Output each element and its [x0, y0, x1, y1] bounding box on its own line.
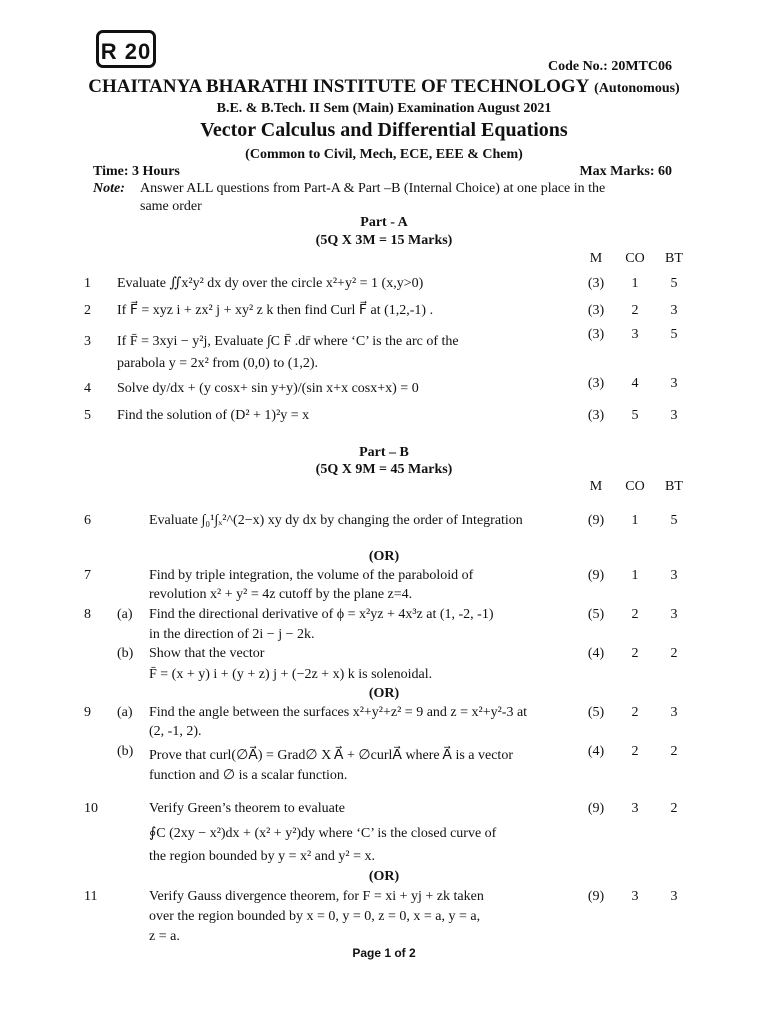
marks: (4)	[587, 646, 605, 661]
question-text-continued: in the direction of 2i − j − 2k.	[149, 627, 315, 642]
blooms-level: 3	[670, 889, 678, 904]
question-text: Show that the vector	[149, 646, 265, 661]
question-text: If F̄ = 3xyi − y²j, Evaluate ∫C F̄ .dr̄ where ‘C’ is the arc of the	[117, 334, 459, 349]
blooms-level: 3	[670, 303, 678, 318]
marks: (3)	[587, 276, 605, 291]
blooms-level: 3	[670, 408, 678, 423]
question-number: 8	[84, 607, 91, 622]
blooms-level: 5	[670, 327, 678, 342]
course-outcome: 2	[631, 607, 639, 622]
sub-question-label: (b)	[117, 646, 134, 661]
question-text: Find the solution of (D² + 1)²y = x	[117, 408, 310, 423]
time-label: Time: 3 Hours	[93, 164, 180, 179]
course-outcome: 2	[631, 705, 639, 720]
common-branches: (Common to Civil, Mech, ECE, EEE & Chem)	[245, 147, 523, 162]
marks: (3)	[587, 303, 605, 318]
page-number: Page 1 of 2	[352, 946, 416, 960]
note-text-continued: same order	[140, 199, 202, 214]
column-m: M	[589, 251, 603, 266]
course-outcome: 3	[631, 327, 639, 342]
question-text: Find the angle between the surfaces x²+y²+z² = 9 and z = x²+y²-3 at	[149, 705, 528, 720]
question-number: 11	[84, 889, 98, 904]
course-outcome: 1	[631, 513, 639, 528]
sub-question-label: (b)	[117, 744, 134, 759]
column-bt: BT	[665, 479, 683, 494]
part-a-marks: (5Q X 3M = 15 Marks)	[315, 233, 453, 248]
blooms-level: 2	[670, 744, 678, 759]
question-text-continued: revolution x² + y² = 4z cutoff by the plane z=4.	[149, 587, 413, 602]
marks: (3)	[587, 376, 605, 391]
question-number: 1	[84, 276, 91, 291]
marks: (9)	[587, 801, 605, 816]
marks: (9)	[587, 889, 605, 904]
blooms-level: 5	[670, 276, 678, 291]
question-text-continued: F̄ = (x + y) i + (y + z) j + (−2z + x) k is solenoidal.	[149, 667, 433, 682]
blooms-level: 3	[670, 705, 678, 720]
blooms-level: 2	[670, 801, 678, 816]
blooms-level: 2	[670, 646, 678, 661]
note-text: Answer ALL questions from Part-A & Part –B (Internal Choice) at one place in the	[140, 181, 606, 196]
note-label: Note:	[93, 181, 125, 196]
marks: (4)	[587, 744, 605, 759]
question-text: Evaluate ∫₀¹∫ₓ²^(2−x) xy dy dx by changing the order of Integration	[149, 513, 523, 528]
question-number: 6	[84, 513, 91, 528]
course-outcome: 1	[631, 568, 639, 583]
column-bt: BT	[665, 251, 683, 266]
course-outcome: 3	[631, 889, 639, 904]
code-number: Code No.: 20MTC06	[547, 59, 672, 74]
question-text: Find by triple integration, the volume of the paraboloid of	[149, 568, 474, 583]
question-number: 4	[84, 381, 91, 396]
column-co: CO	[625, 479, 645, 494]
question-text-continued: the region bounded by y = x² and y² = x.	[149, 849, 375, 864]
part-b-title: Part – B	[359, 445, 409, 460]
course-outcome: 4	[631, 376, 639, 391]
question-number: 2	[84, 303, 91, 318]
question-number: 5	[84, 408, 91, 423]
blooms-level: 3	[670, 568, 678, 583]
question-text-continued: z = a.	[149, 929, 180, 944]
question-text: Verify Gauss divergence theorem, for F = xi + yj + zk taken	[149, 889, 484, 904]
blooms-level: 3	[670, 607, 678, 622]
marks: (3)	[587, 327, 605, 342]
question-text: Find the directional derivative of ϕ = x²yz + 4x³z at (1, -2, -1)	[149, 607, 494, 622]
sub-question-label: (a)	[117, 705, 133, 720]
marks: (3)	[587, 408, 605, 423]
or-divider: (OR)	[368, 549, 400, 564]
regulation-badge: R 20	[96, 30, 156, 68]
question-text: If F⃗ = xyz i + zx² j + xy² z k then find Curl F⃗ at (1,2,-1) .	[117, 303, 434, 318]
marks: (5)	[587, 705, 605, 720]
course-outcome: 2	[631, 744, 639, 759]
question-text-continued: parabola y = 2x² from (0,0) to (1,2).	[117, 356, 319, 371]
course-outcome: 2	[631, 303, 639, 318]
question-text: Prove that curl(∅A⃗) = Grad∅ X A⃗ + ∅curlA⃗ where A⃗ is a vector	[149, 748, 513, 763]
part-b-marks: (5Q X 9M = 45 Marks)	[315, 462, 453, 477]
question-text-continued: (2, -1, 2).	[149, 724, 202, 739]
question-number: 10	[84, 801, 98, 816]
question-number: 7	[84, 568, 91, 583]
column-co: CO	[625, 251, 645, 266]
marks: (9)	[587, 513, 605, 528]
course-outcome: 5	[631, 408, 639, 423]
question-number: 3	[84, 334, 91, 349]
institute-title: CHAITANYA BHARATHI INSTITUTE OF TECHNOLOGY	[88, 76, 590, 97]
column-m: M	[589, 479, 603, 494]
marks: (5)	[587, 607, 605, 622]
question-number: 9	[84, 705, 91, 720]
note	[93, 180, 683, 216]
exam-title: B.E. & B.Tech. II Sem (Main) Examination August 2021	[216, 101, 552, 116]
course-outcome: 1	[631, 276, 639, 291]
or-divider: (OR)	[368, 869, 400, 884]
course-outcome: 3	[631, 801, 639, 816]
course-outcome: 2	[631, 646, 639, 661]
or-divider: (OR)	[368, 686, 400, 701]
part-a-title: Part - A	[360, 215, 408, 230]
max-marks: Max Marks: 60	[579, 164, 672, 179]
blooms-level: 3	[670, 376, 678, 391]
question-text: Verify Green’s theorem to evaluate	[149, 801, 345, 816]
question-text-continued: over the region bounded by x = 0, y = 0, z = 0, x = a, y = a,	[149, 909, 481, 924]
autonomous-label: (Autonomous)	[594, 81, 680, 96]
question-text: Solve dy/dx + (y cosx+ sin y+y)/(sin x+x cosx+x) = 0	[117, 381, 419, 396]
institute-name	[0, 76, 768, 98]
sub-question-label: (a)	[117, 607, 133, 622]
question-text-continued: ∮C (2xy − x²)dx + (x² + y²)dy where ‘C’ is the closed curve of	[149, 826, 497, 841]
marks: (9)	[587, 568, 605, 583]
question-text-continued: function and ∅ is a scalar function.	[149, 768, 348, 783]
subject-title: Vector Calculus and Differential Equations	[200, 119, 568, 141]
question-text: Evaluate ∬x²y² dx dy over the circle x²+y² = 1 (x,y>0)	[117, 276, 424, 291]
blooms-level: 5	[670, 513, 678, 528]
